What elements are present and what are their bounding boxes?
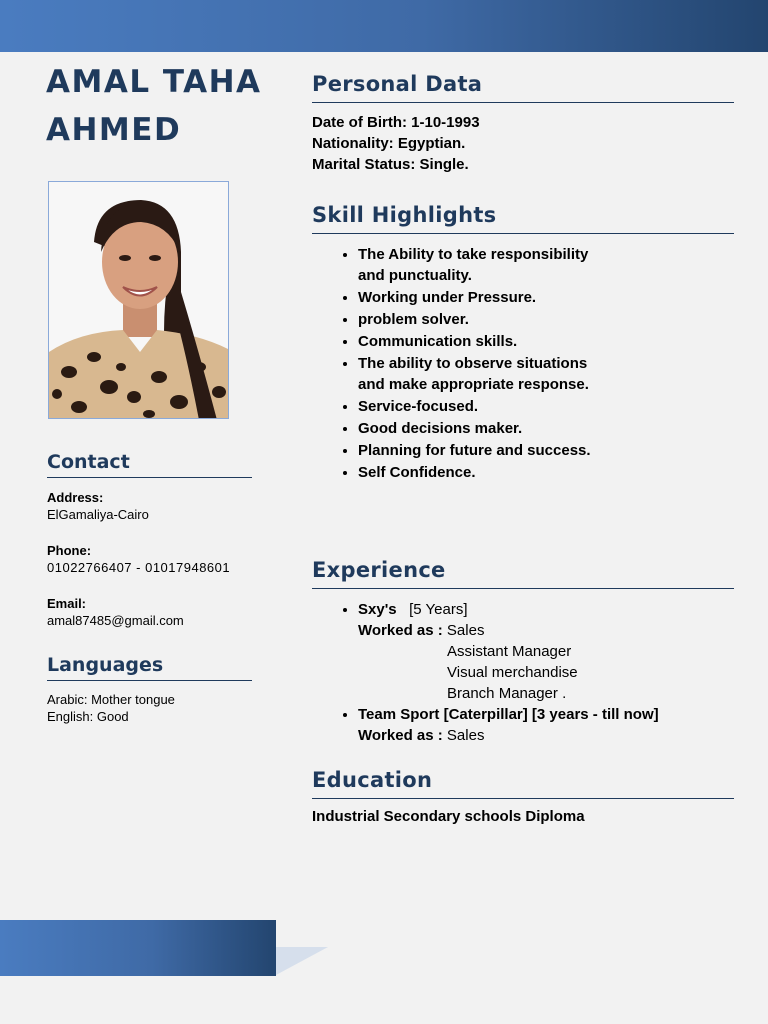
footer-bar <box>0 920 276 976</box>
list-item: • Planning for future and success. <box>358 440 608 461</box>
job-duration: [5 Years] <box>409 601 468 618</box>
email-block <box>47 595 184 629</box>
job-item <box>358 599 768 704</box>
worked-as-label: Worked as : <box>358 727 443 744</box>
list-item: • Working under Pressure. <box>358 287 608 308</box>
contact-heading: Contact <box>47 451 252 478</box>
list-item: • The Ability to take responsibility and punctuality. <box>358 244 608 286</box>
phone-value: 01022766407 - 01017948601 <box>47 560 231 575</box>
job-company: Sxy's <box>358 601 397 618</box>
phone-label: Phone: <box>47 543 92 558</box>
list-item: • Service-focused. <box>358 396 608 417</box>
worked-as-label: Worked as : <box>358 622 443 639</box>
marital-status: Marital Status: Single. <box>312 156 469 173</box>
address-block <box>47 489 149 523</box>
personal-data-block <box>312 112 480 175</box>
job-role: Sales <box>446 622 485 639</box>
skill-highlights-heading: Skill Highlights <box>312 203 734 234</box>
phone-block <box>47 542 230 576</box>
email-label: Email: <box>47 596 87 611</box>
experience-list <box>312 599 768 746</box>
job-role: Sales <box>446 727 485 744</box>
date-of-birth: Date of Birth: 1-10-1993 <box>312 114 480 131</box>
header-bar <box>0 0 768 52</box>
languages-heading: Languages <box>47 654 252 681</box>
education-heading: Education <box>312 768 734 799</box>
email-value: amal87485@gmail.com <box>47 613 184 628</box>
footer-accent-triangle <box>276 947 328 975</box>
personal-data-heading: Personal Data <box>312 72 734 103</box>
job-item <box>358 704 768 746</box>
job-role: Assistant Manager <box>447 643 572 660</box>
languages-list <box>47 691 175 725</box>
experience-heading: Experience <box>312 558 734 589</box>
language-item: Arabic: Mother tongue <box>47 692 175 707</box>
address-value: ElGamaliya-Cairo <box>47 507 149 522</box>
skills-list <box>312 244 608 484</box>
list-item: • problem solver. <box>358 309 608 330</box>
profile-photo <box>48 181 229 419</box>
job-company: Team Sport [Caterpillar] [3 years - till now] <box>358 706 659 723</box>
list-item: • Good decisions maker. <box>358 418 608 439</box>
address-label: Address: <box>47 490 104 505</box>
job-role: Visual merchandise <box>447 664 578 681</box>
job-role: Branch Manager . <box>447 685 567 702</box>
list-item: • Communication skills. <box>358 331 608 352</box>
list-item: • The ability to observe situations and make appropriate response. <box>358 353 608 395</box>
candidate-name: AMAL TAHA AHMED <box>46 64 262 148</box>
nationality: Nationality: Egyptian. <box>312 135 466 152</box>
education-item: Industrial Secondary schools Diploma <box>312 808 585 825</box>
language-item: English: Good <box>47 709 129 724</box>
list-item: • Self Confidence. <box>358 462 608 483</box>
